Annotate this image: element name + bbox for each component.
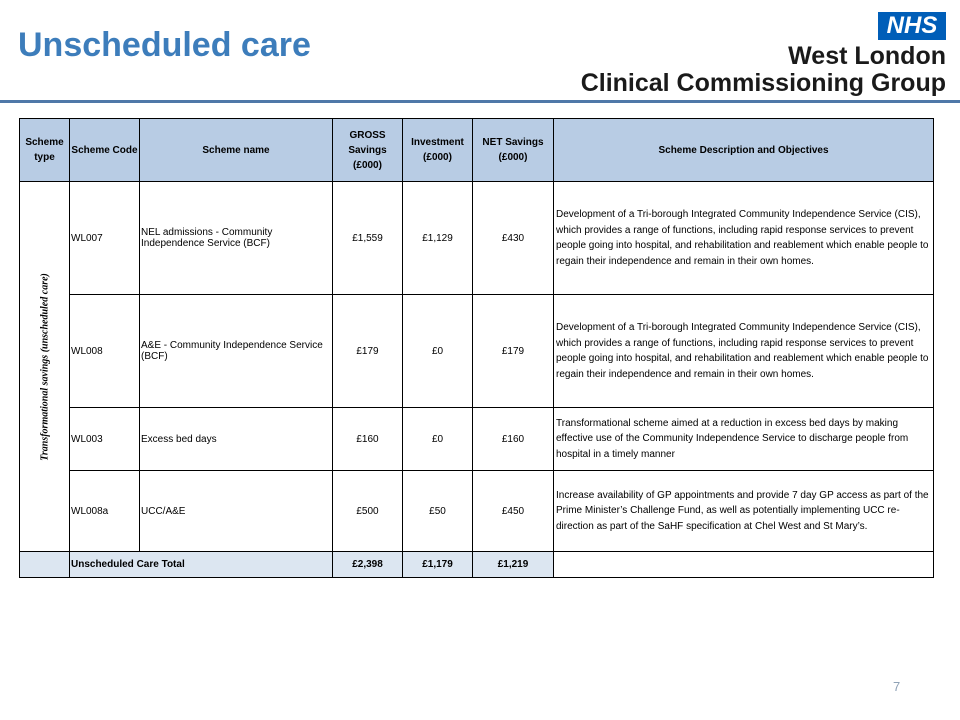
scheme-name: UCC/A&E (140, 471, 333, 552)
gross-savings: £160 (333, 408, 403, 471)
total-label: Unscheduled Care Total (70, 552, 333, 578)
scheme-type-label: Transformational savings (unscheduled care) (39, 272, 50, 461)
gross-savings: £179 (333, 295, 403, 408)
table-row (20, 408, 934, 471)
investment: £0 (403, 408, 473, 471)
header-divider (0, 100, 960, 103)
header-scheme-type: Scheme type (20, 119, 70, 182)
scheme-type-cell (20, 182, 70, 552)
nhs-logo-box: NHS (878, 12, 946, 40)
net-savings: £450 (473, 471, 554, 552)
header-scheme-code: Scheme Code (70, 119, 140, 182)
scheme-code: WL003 (70, 408, 140, 471)
schemes-table (19, 118, 934, 578)
gross-savings: £1,559 (333, 182, 403, 295)
total-blank-cell (20, 552, 70, 578)
page-number: 7 (893, 679, 901, 694)
header-gross-savings: GROSS Savings (£000) (333, 119, 403, 182)
net-savings: £160 (473, 408, 554, 471)
net-savings: £430 (473, 182, 554, 295)
total-row (20, 552, 934, 578)
scheme-name: A&E - Community Independence Service (BCF) (140, 295, 333, 408)
header-net-savings: NET Savings (£000) (473, 119, 554, 182)
investment: £1,129 (403, 182, 473, 295)
table-row (20, 295, 934, 408)
scheme-description: Development of a Tri-borough Integrated Community Independence Service (CIS), which provides a range of functions, including rapid response services to prevent people going into hospital, and rehabilitation and reablement which enable people to regain their independence and remain in their own homes. (554, 182, 934, 295)
nhs-ccg-logo (580, 12, 946, 97)
total-gross: £2,398 (333, 552, 403, 578)
scheme-name: Excess bed days (140, 408, 333, 471)
scheme-code: WL008a (70, 471, 140, 552)
investment: £0 (403, 295, 473, 408)
scheme-code: WL007 (70, 182, 140, 295)
total-description-blank (554, 552, 934, 578)
header-investment: Investment (£000) (403, 119, 473, 182)
scheme-code: WL008 (70, 295, 140, 408)
gross-savings: £500 (333, 471, 403, 552)
header-scheme-name: Scheme name (140, 119, 333, 182)
scheme-description: Increase availability of GP appointments and provide 7 day GP access as part of the Prime Minister’s Challenge Fund, as well as potentially implementing UCC re-direction as part of the SaHF specification at Chel West and St Mary’s. (554, 471, 934, 552)
table-row (20, 471, 934, 552)
page-title: Unscheduled care (18, 26, 311, 64)
scheme-description: Development of a Tri-borough Integrated Community Independence Service (CIS), which provides a range of functions, including rapid response services to prevent people going into hospital, and rehabilitation and reablement which enable people to regain their independence and remain in their own homes. (554, 295, 934, 408)
scheme-name: NEL admissions - Community Independence Service (BCF) (140, 182, 333, 295)
table-row (20, 182, 934, 295)
org-name-line2: Clinical Commissioning Group (580, 69, 946, 97)
scheme-description: Transformational scheme aimed at a reduction in excess bed days by making effective use of the Community Independence Service to discharge people from hospital in a timely manner (554, 408, 934, 471)
investment: £50 (403, 471, 473, 552)
header-description: Scheme Description and Objectives (554, 119, 934, 182)
total-net: £1,219 (473, 552, 554, 578)
table-header-row (20, 119, 934, 182)
net-savings: £179 (473, 295, 554, 408)
org-name-line1: West London (788, 42, 946, 70)
total-investment: £1,179 (403, 552, 473, 578)
